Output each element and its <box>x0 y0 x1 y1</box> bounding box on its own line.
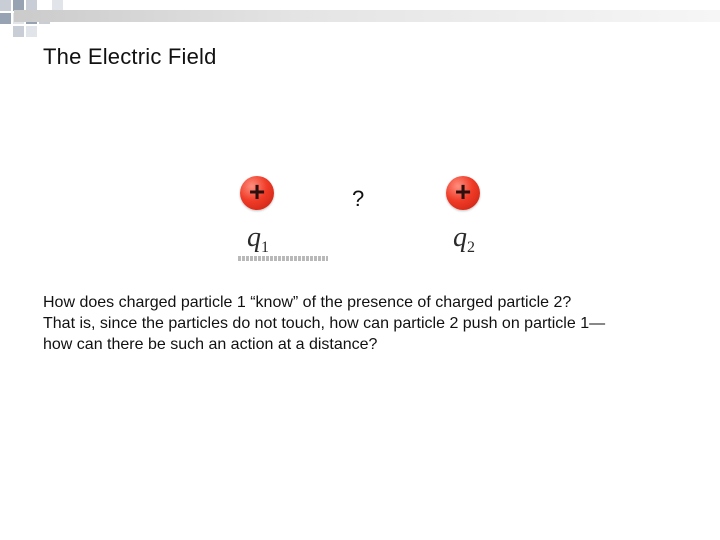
body-paragraph <box>43 292 693 355</box>
charge-1-label: $q_1$ <box>247 222 269 256</box>
body-line: how can there be such an action at a distance? <box>43 336 378 353</box>
question-mark: ? <box>352 186 365 211</box>
charges-figure <box>230 170 490 270</box>
body-line: That is, since the particles do not touch, how can particle 2 push on particle 1— <box>43 315 606 332</box>
header-gradient-bar <box>14 10 720 22</box>
body-line: How does charged particle 1 “know” of the presence of charged particle 2? <box>43 294 572 311</box>
slide-title: The Electric Field <box>43 44 217 69</box>
decorative-squares <box>0 0 72 46</box>
positive-charge-2-icon: + <box>446 176 480 210</box>
figure-credit-line <box>238 256 328 261</box>
positive-charge-1-icon: + <box>240 176 274 210</box>
charge-2-label: $q_2$ <box>453 222 475 256</box>
